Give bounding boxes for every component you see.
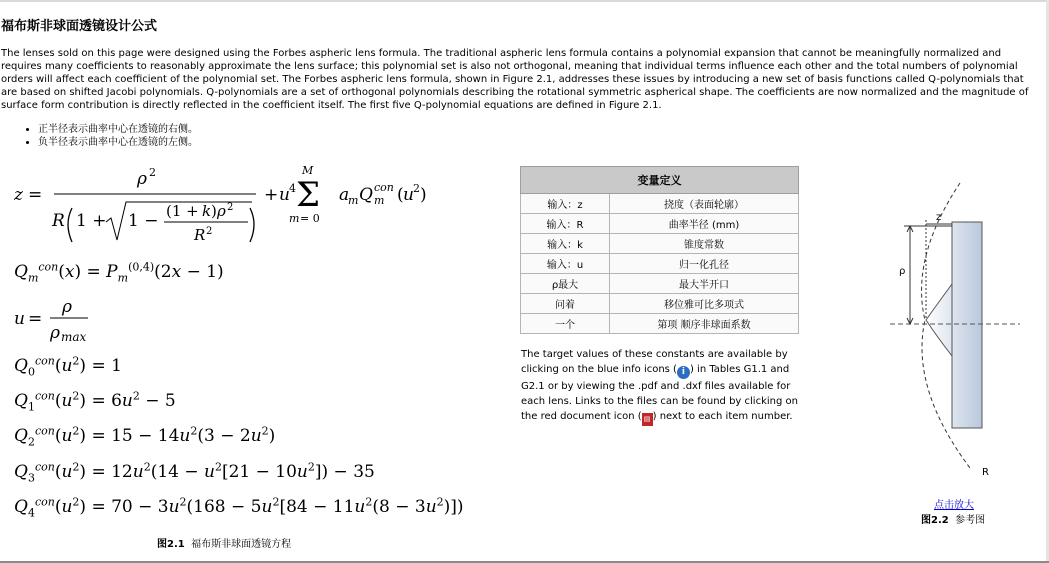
svg-text:R: R: [194, 226, 206, 244]
svg-text:u: u: [14, 309, 25, 329]
table-row: [521, 214, 799, 234]
note-text: ) in Tables G1.1 and G2.1 or by viewing the .pdf and .dxf files available for each lens. Links to the files can be found by clicking on the red document icon (: [521, 364, 798, 422]
figure-label: 图2.2: [921, 515, 949, 526]
q4-equation: $Q_4^{con}(u^2) = 70 - 3u^2(168 - 5u^2[84 - 11u^2(8 - 3u^2)])$: [14, 495, 464, 520]
list-item: • 负半径表示曲率中心在透镜的左侧。: [38, 136, 198, 149]
svg-text:(: (: [397, 185, 404, 205]
svg-text:a: a: [339, 185, 350, 205]
svg-text:4: 4: [289, 182, 296, 195]
variable-definitions-table: [520, 166, 799, 334]
figure-caption: 福布斯非球面透镜方程: [191, 539, 292, 550]
lens-reference-diagram: [890, 178, 1030, 478]
forbes-sag-equation: [14, 160, 444, 250]
svg-text:2: 2: [413, 182, 420, 195]
svg-text:Σ: Σ: [296, 175, 321, 215]
table-row: [521, 254, 799, 274]
u-equation-graphic: [14, 296, 114, 342]
svg-text:(1 +: (1 +: [166, 202, 199, 220]
var-input: 问着: [521, 294, 610, 314]
var-input: 输入：u: [521, 254, 610, 274]
svg-text:ρ: ρ: [50, 323, 60, 342]
svg-text:1 +: 1 +: [76, 211, 107, 231]
var-desc: 归一化孔径: [610, 254, 799, 274]
var-input: 输入：z: [521, 194, 610, 214]
var-desc: 锥度常数: [610, 234, 799, 254]
svg-text:m: m: [374, 194, 385, 207]
figure-label: 图2.1: [157, 539, 185, 550]
var-desc: 移位雅可比多项式: [610, 294, 799, 314]
lens-body: [926, 222, 982, 428]
figure-caption: 参考图: [955, 515, 986, 526]
svg-text:m: m: [348, 194, 359, 207]
var-desc: 挠度（表面轮廓）: [610, 194, 799, 214]
figure-2-2-caption: [921, 511, 985, 526]
table-row: [521, 194, 799, 214]
svg-text:+: +: [264, 185, 279, 205]
var-desc: 曲率半径 (mm): [610, 214, 799, 234]
svg-text:2: 2: [149, 166, 156, 179]
svg-text:R: R: [52, 211, 65, 231]
var-desc: 最大半开口: [610, 274, 799, 294]
q1-equation: $Q_1^{con}(u^2) = 6u^2 - 5$: [14, 389, 176, 414]
svg-text:2: 2: [206, 226, 213, 237]
svg-text:k: k: [202, 202, 212, 220]
svg-text:): ): [420, 185, 427, 205]
svg-text:ρ: ρ: [217, 202, 226, 220]
target-values-note: [521, 347, 799, 426]
info-icon[interactable]: i: [677, 366, 690, 379]
q0-equation: $Q_0^{con}(u^2) = 1$: [14, 354, 122, 379]
svg-text:max: max: [61, 330, 87, 342]
svg-text:=: =: [28, 309, 43, 329]
rho-label: ρ: [899, 266, 906, 277]
q2-equation: $Q_2^{con}(u^2) = 15 - 14u^2(3 - 2u^2)$: [14, 424, 276, 449]
table-header: 变量定义: [521, 167, 799, 194]
r-label: R: [982, 467, 989, 478]
table-row: [521, 274, 799, 294]
var-input: 一个: [521, 314, 610, 334]
note-text: ) next to each item number.: [652, 411, 793, 422]
click-to-enlarge-link[interactable]: 点击放大: [934, 500, 974, 511]
svg-text:=: =: [28, 185, 43, 205]
list-item: • 正半径表示曲率中心在透镜的右侧。: [38, 123, 198, 136]
top-border: [0, 0, 1049, 2]
document-icon[interactable]: ▤: [642, 413, 653, 426]
sag-equation-graphic: [14, 160, 444, 250]
svg-text:m: m: [289, 212, 300, 225]
section-title: 福布斯非球面透镜设计公式: [1, 19, 158, 34]
svg-text:ρ: ρ: [62, 297, 72, 317]
z-label: z: [936, 212, 942, 223]
figure-2-1-caption: [157, 535, 291, 550]
svg-text:): ): [211, 202, 217, 220]
table-row: [521, 314, 799, 334]
svg-text:1 −: 1 −: [128, 211, 159, 231]
svg-text:Q: Q: [359, 185, 373, 205]
table-row: [521, 294, 799, 314]
svg-text:con: con: [374, 181, 394, 194]
var-input: ρ最大: [521, 274, 610, 294]
svg-text:z: z: [14, 185, 23, 205]
svg-text:u: u: [403, 185, 414, 205]
svg-text:= 0: = 0: [300, 212, 320, 225]
table-row: [521, 234, 799, 254]
q3-equation: $Q_3^{con}(u^2) = 12u^2(14 - u^2[21 - 10u^2]) - 35$: [14, 460, 375, 485]
var-desc: 第项 顺序非球面系数: [610, 314, 799, 334]
var-input: 输入：R: [521, 214, 610, 234]
svg-text:u: u: [279, 185, 290, 205]
svg-text:2: 2: [227, 202, 234, 213]
radius-notes: [28, 123, 198, 149]
var-input: 输入：k: [521, 234, 610, 254]
intro-paragraph: The lenses sold on this page were designed using the Forbes aspheric lens formula. The traditional aspheric lens formula contains a polynomial expansion that cannot be meaningfully normalized and requires many coefficients to reasonably approximate the lens surface; this polynomial set is also not orthogonal, meaning that individual terms influence each other and the total numbers of polynomial orders will affect each coefficient of the polynomial set. The Forbes aspheric lens formula, shown in Figure 2.1, addresses these issues by introducing a new set of basis functions called Q-polynomials that are based on shifted Jacobi polynomials. Q-polynomials are a set of orthogonal polynomials describing the rotational symmetric aspherical shape. The coefficients are now normalized and the magnitude of surface form contribution is directly reflected in the coefficient itself. The first five Q-polynomial equations are defined in Figure 2.1.: [1, 48, 1029, 111]
svg-text:M: M: [302, 164, 314, 177]
u-definition-equation: [14, 296, 114, 342]
svg-text:ρ: ρ: [137, 169, 147, 189]
note-text: The target values of these constants are available by clicking on the blue info icons (: [521, 349, 788, 375]
q-definition-equation: $Q_m^{con}(x) = P_m^{(0,4)}(2x - 1)$: [14, 260, 224, 285]
